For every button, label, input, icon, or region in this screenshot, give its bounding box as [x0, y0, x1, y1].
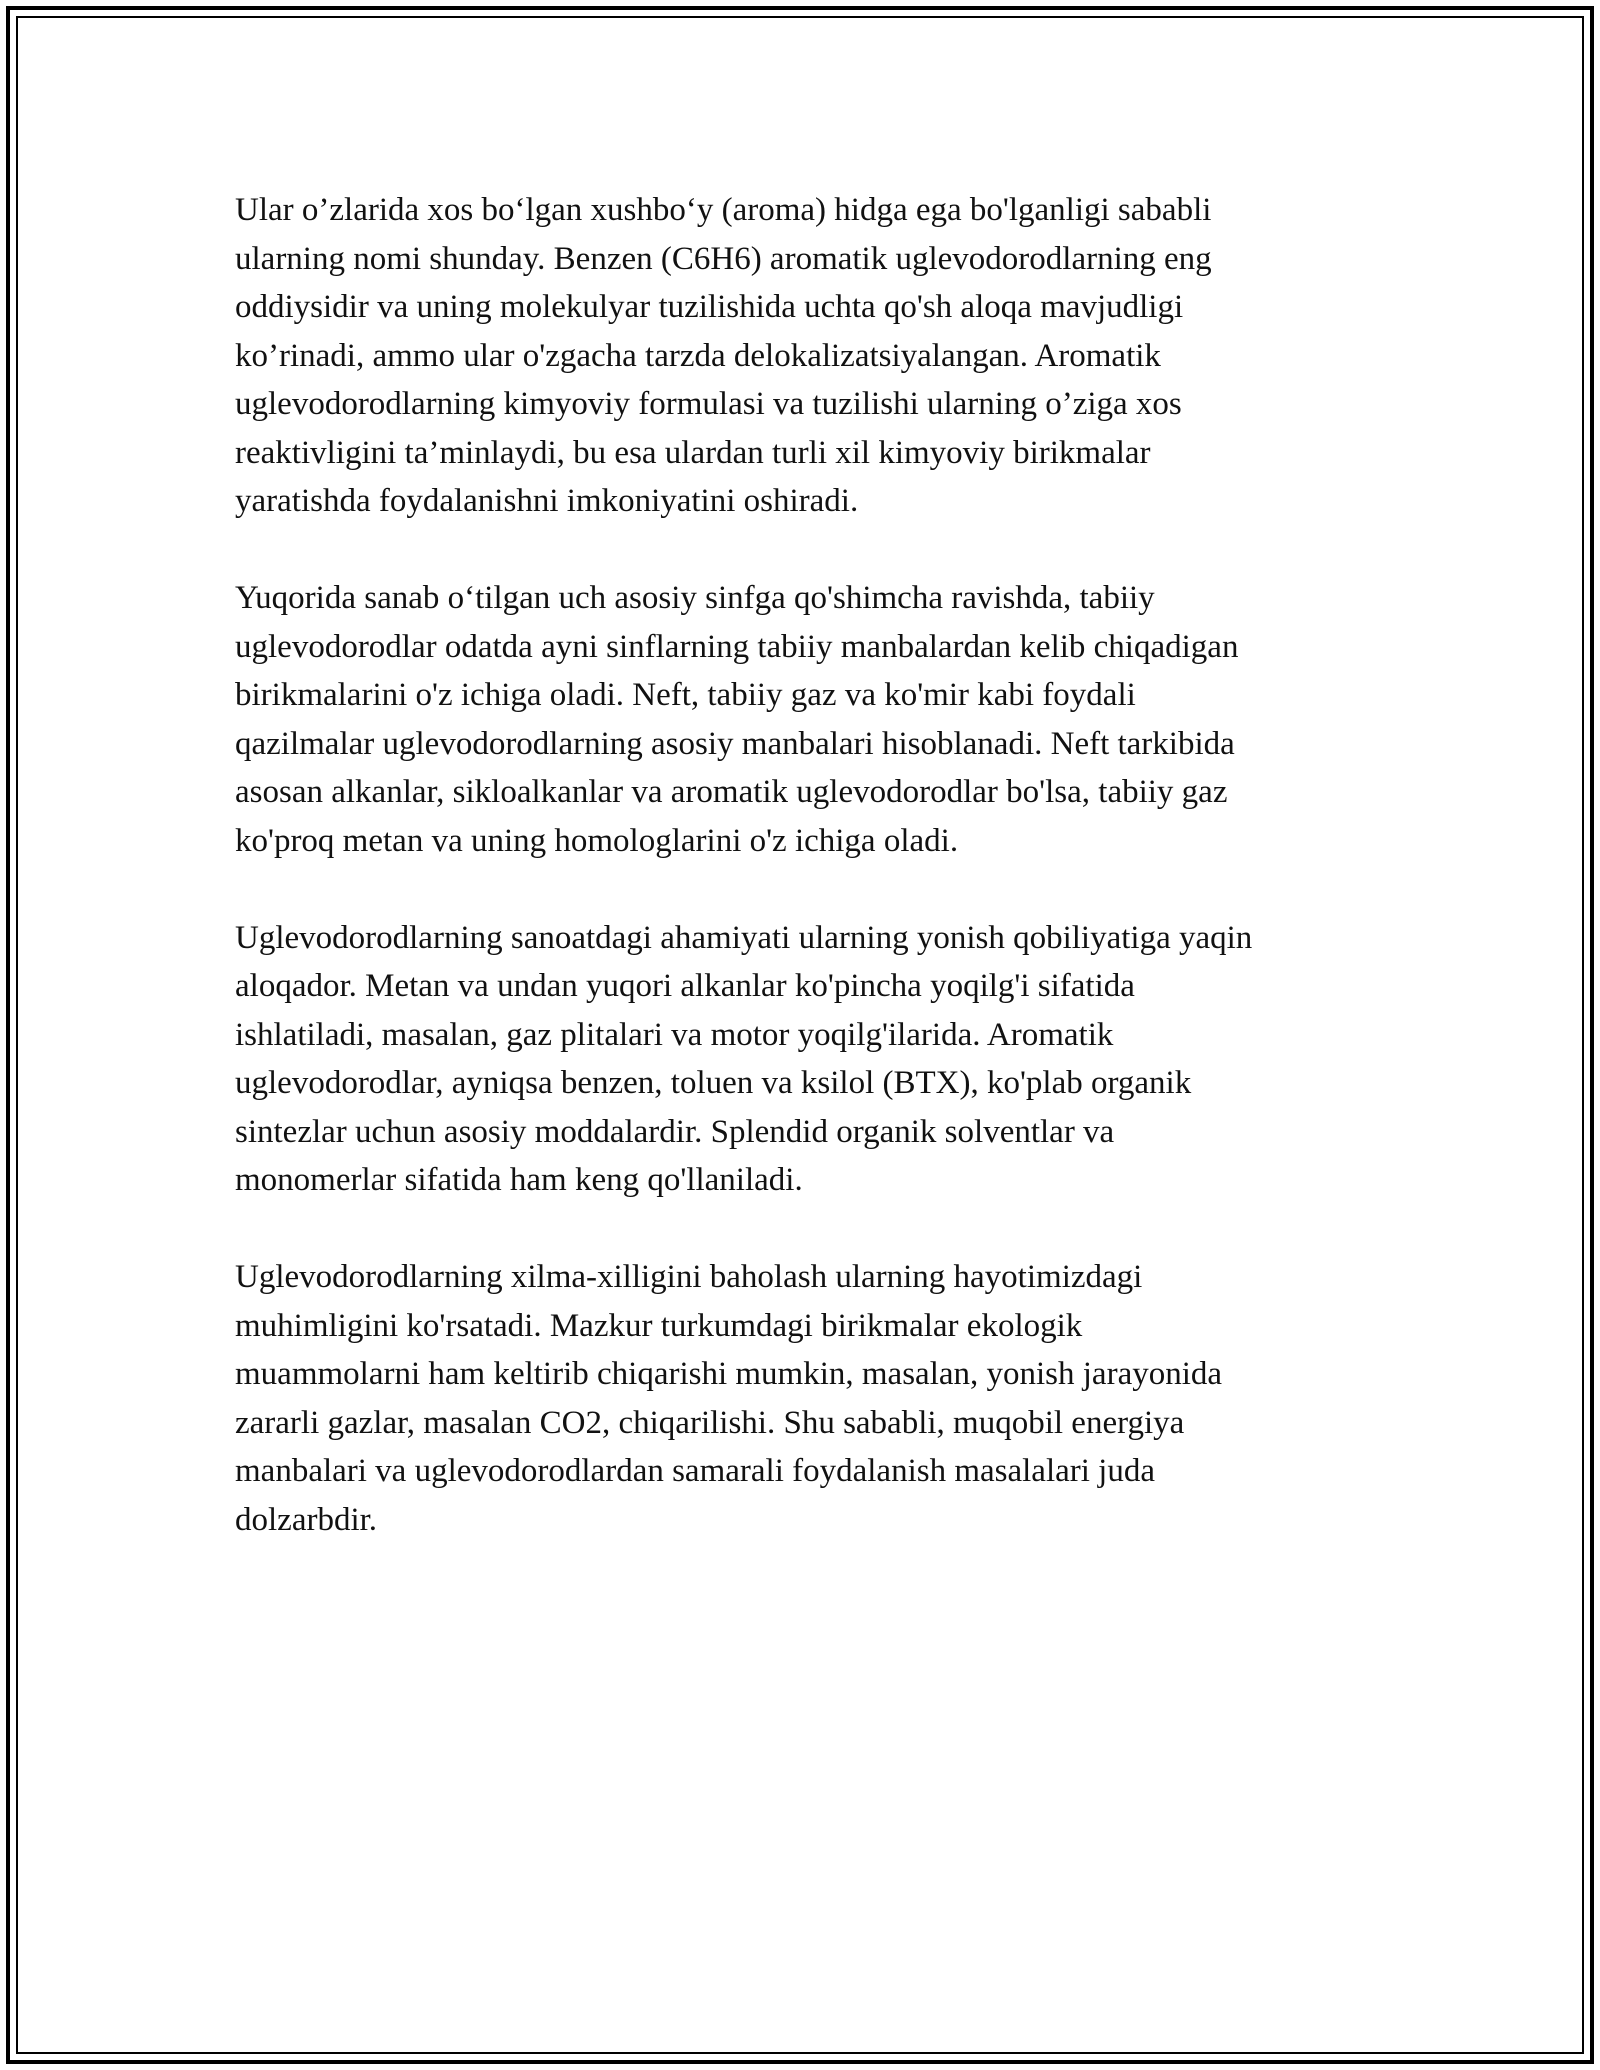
line: uglevodorodlar, ayniqsa benzen, toluen va ksilol (BTX), ko'plab organik: [235, 1065, 1192, 1101]
line: sintezlar uchun asosiy moddalardir. Splendid organik solventlar va: [235, 1113, 1115, 1150]
document-body: [235, 186, 1375, 1593]
line: dolzarbdir.: [235, 1501, 378, 1538]
line: monomerlar sifatida ham keng qo'llaniladi.: [235, 1162, 803, 1198]
line: uglevodorodlarning kimyoviy formulasi va tuzilishi ularning o’ziga xos: [235, 386, 1182, 422]
line: asosan alkanlar, sikloalkanlar va aromatik uglevodorodlar bo'lsa, tabiiy gaz: [235, 774, 1228, 810]
paragraph-4: [235, 1253, 1375, 1544]
line: ularning nomi shunday. Benzen (C6H6) aromatik uglevodorodlarning eng: [235, 240, 1212, 277]
line: zararli gazlar, masalan CO2, chiqarilishi. Shu sababli, muqobil energiya: [235, 1404, 1185, 1441]
line: muhimligini ko'rsatadi. Mazkur turkumdagi birikmalar ekologik: [235, 1307, 1083, 1344]
paragraph-1: [235, 186, 1375, 526]
line: uglevodorodlar odatda ayni sinflarning tabiiy manbalardan kelib chiqadigan: [235, 628, 1239, 665]
line: Uglevodorodlarning xilma-xilligini baholash ularning hayotimizdagi: [235, 1259, 1143, 1295]
line: aloqador. Metan va undan yuqori alkanlar ko'pincha yoqilg'i sifatida: [235, 968, 1135, 1004]
line: ko’rinadi, ammo ular o'zgacha tarzda delokalizatsiyalangan. Aromatik: [235, 337, 1161, 374]
line: birikmalarini o'z ichiga oladi. Neft, tabiiy gaz va ko'mir kabi foydali: [235, 677, 1136, 713]
line: yaratishda foydalanishni imkoniyatini oshiradi.: [235, 483, 859, 519]
paragraph-2: [235, 574, 1375, 865]
line: Uglevodorodlarning sanoatdagi ahamiyati ularning yonish qobiliyatiga yaqin: [235, 919, 1253, 956]
line: oddiysidir va uning molekulyar tuzilishida uchta qo'sh aloqa mavjudligi: [235, 289, 1184, 325]
line: muammolarni ham keltirib chiqarishi mumkin, masalan, yonish jarayonida: [235, 1356, 1223, 1392]
line: Yuqorida sanab o‘tilgan uch asosiy sinfga qo'shimcha ravishda, tabiiy: [235, 580, 1155, 616]
line: ko'proq metan va uning homologlarini o'z ichiga oladi.: [235, 822, 959, 859]
line: reaktivligini ta’minlaydi, bu esa ulardan turli xil kimyoviy birikmalar: [235, 434, 1151, 471]
line: Ular o’zlarida xos bo‘lgan xushbo‘y (aroma) hidga ega bo'lganligi sababli: [235, 192, 1212, 228]
paragraph-3: [235, 914, 1375, 1205]
line: manbalari va uglevodorodlardan samarali foydalanish masalalari juda: [235, 1453, 1155, 1489]
line: ishlatiladi, masalan, gaz plitalari va motor yoqilg'ilarida. Aromatik: [235, 1016, 1114, 1053]
line: qazilmalar uglevodorodlarning asosiy manbalari hisoblanadi. Neft tarkibida: [235, 725, 1235, 762]
